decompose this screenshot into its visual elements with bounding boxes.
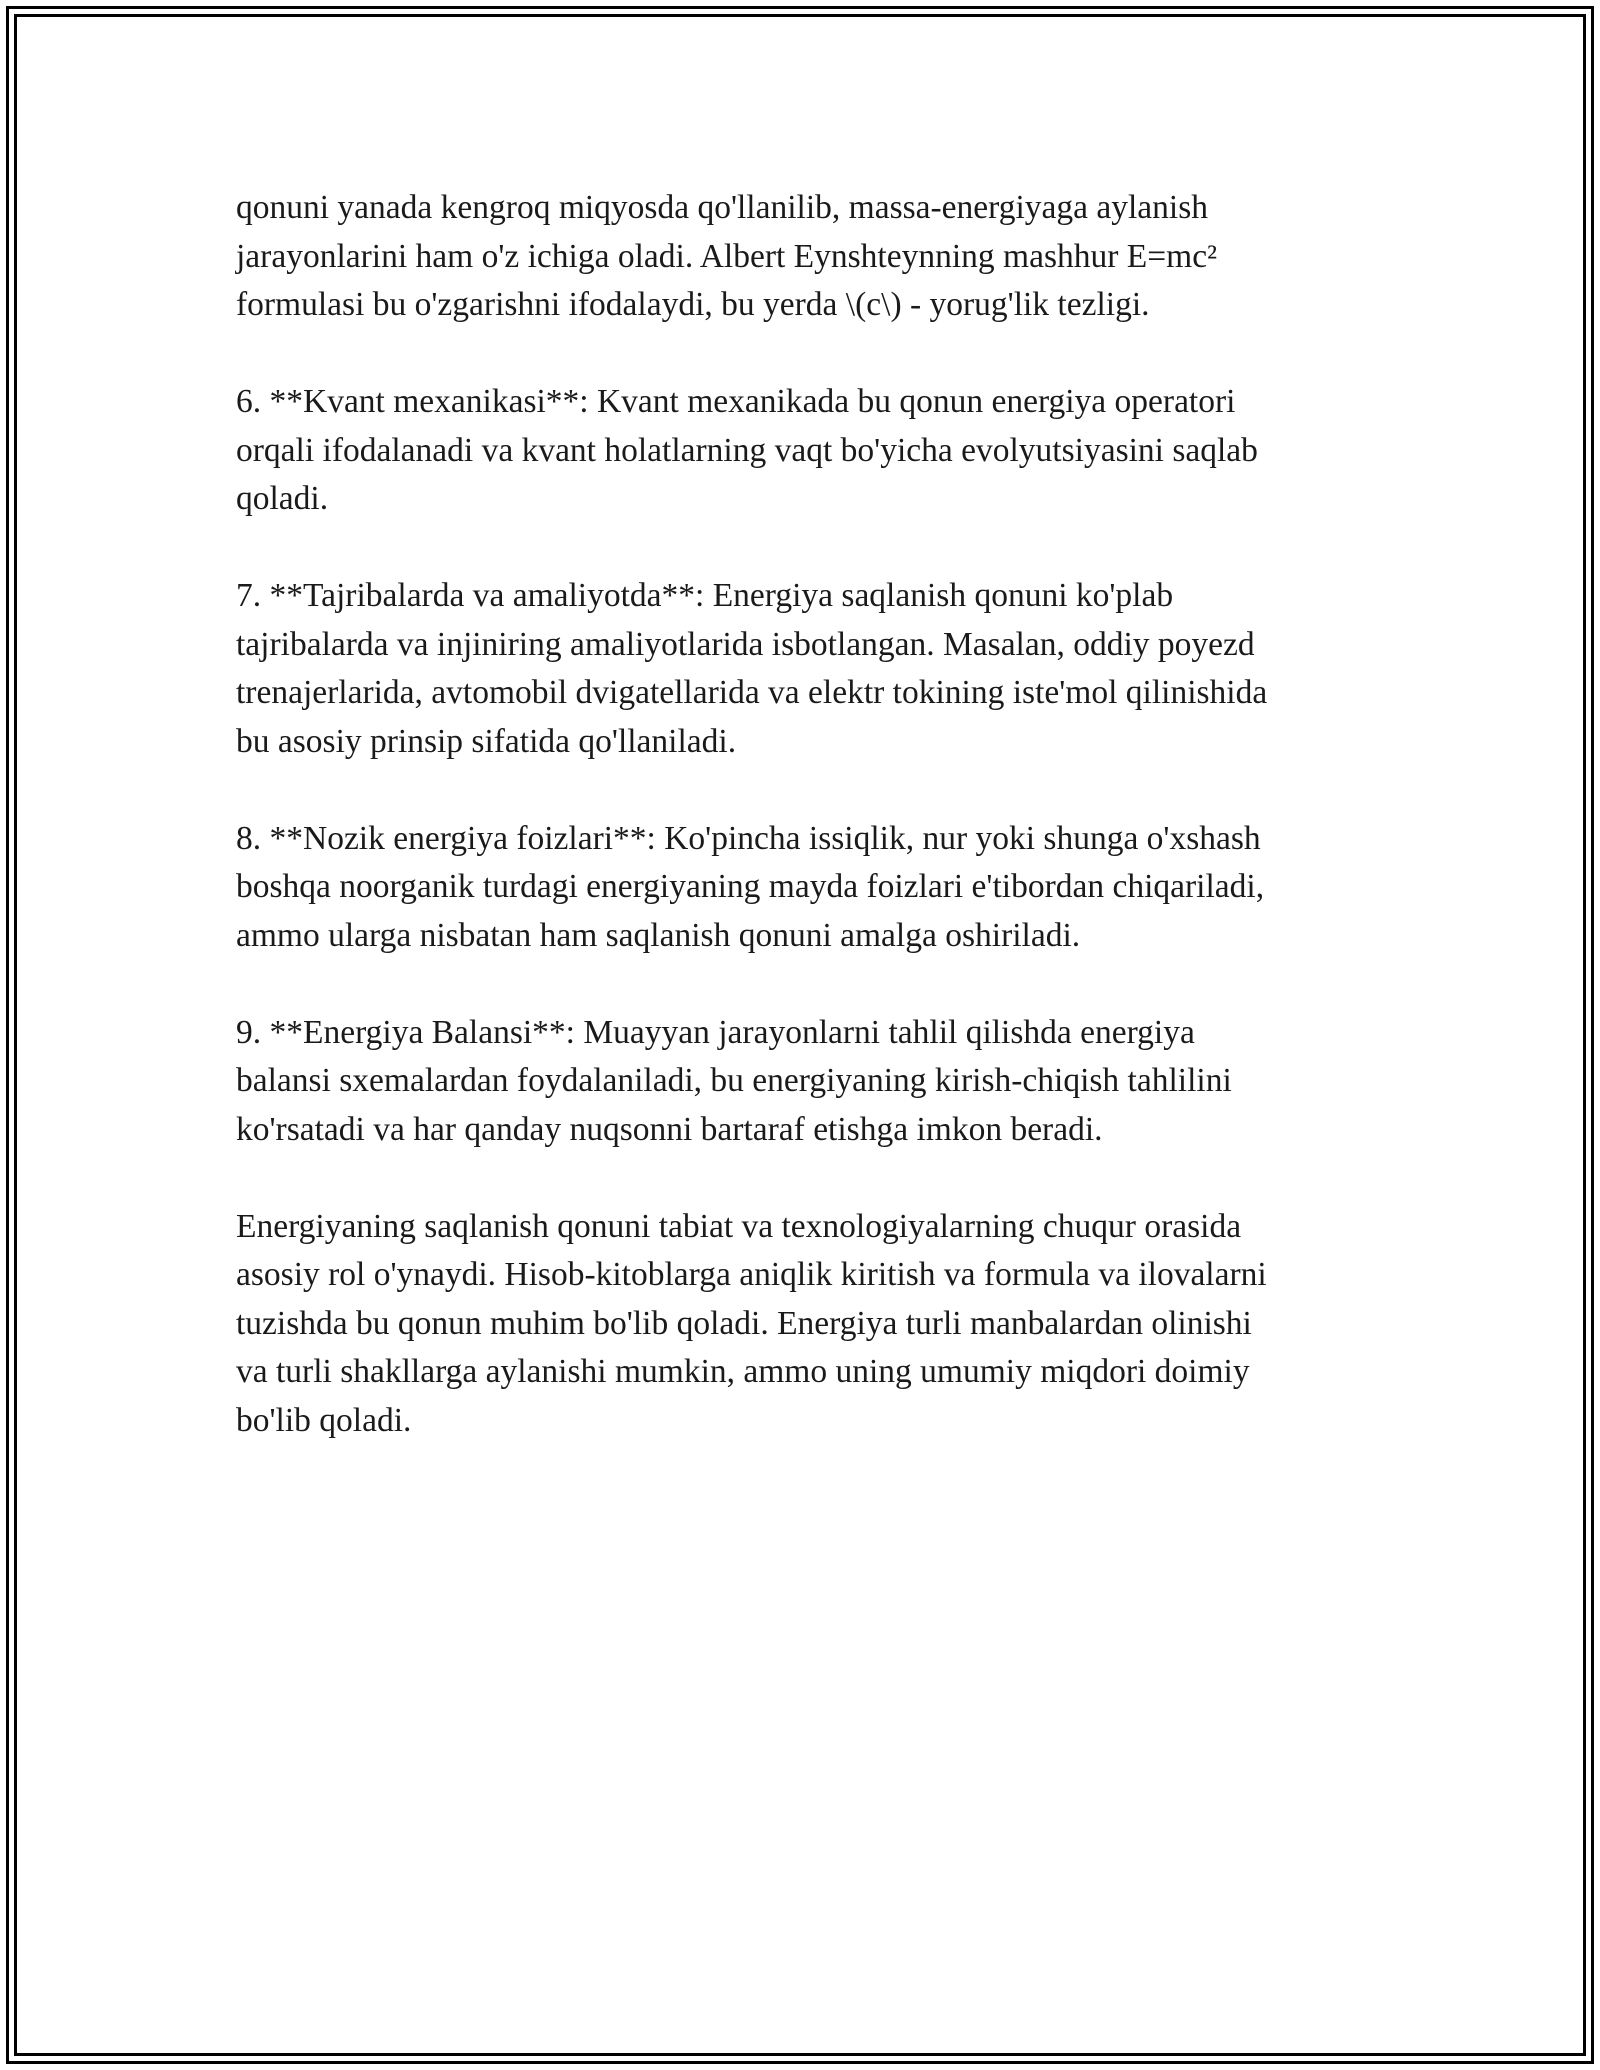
paragraph-quantum-mechanics: 6. **Kvant mexanikasi**: Kvant mexanikada bu qonun energiya operatori orqali ifodalanadi va kvant holatlarning vaqt bo'yicha evolyutsiyasini saqlab qoladi.: [236, 383, 1258, 517]
document-body: [236, 184, 1386, 1494]
paragraph-mass-energy: qonuni yanada kengroq miqyosda qo'llanilib, massa-energiyaga aylanish jarayonlarini ham o'z ichiga oladi. Albert Eynshteynning mashhur E=mc² formulasi bu o'zgarishni ifodalaydi, bu yerda \(c\) - yorug'lik tezligi.: [236, 189, 1218, 323]
paragraph-energy-balance: 9. **Energiya Balansi**: Muayyan jarayonlarni tahlil qilishda energiya balansi sxemalardan foydalaniladi, bu energiyaning kirish-chiqish tahlilini ko'rsatadi va har qanday nuqsonni bartaraf etishga imkon beradi.: [236, 1013, 1232, 1148]
paragraph-experiments-practice: 7. **Tajribalarda va amaliyotda**: Energiya saqlanish qonuni ko'plab tajribalarda va injiniring amaliyotlarida isbotlangan. Masalan, oddiy poyezd trenajerlarida, avtomobil dvigatellarida va elektr tokining iste'mol qilinishida bu asosiy prinsip sifatida qo'llaniladi.: [236, 577, 1268, 760]
paragraph-energy-fractions: 8. **Nozik energiya foizlari**: Ko'pincha issiqlik, nur yoki shunga o'xshash boshqa noorganik turdagi energiyaning mayda foizlari e'tibordan chiqariladi, ammo ularga nisbatan ham saqlanish qonuni amalga oshiriladi.: [236, 819, 1265, 954]
paragraph-conclusion: Energiyaning saqlanish qonuni tabiat va texnologiyalarning chuqur orasida asosiy rol o'ynaydi. Hisob-kitoblarga aniqlik kiritish va formula va ilovalarni tuzishda bu qonun muhim bo'lib qoladi. Energiya turli manbalardan olinishi va turli shakllarga aylanishi mumkin, ammo uning umumiy miqdori doimiy bo'lib qoladi.: [236, 1207, 1267, 1439]
